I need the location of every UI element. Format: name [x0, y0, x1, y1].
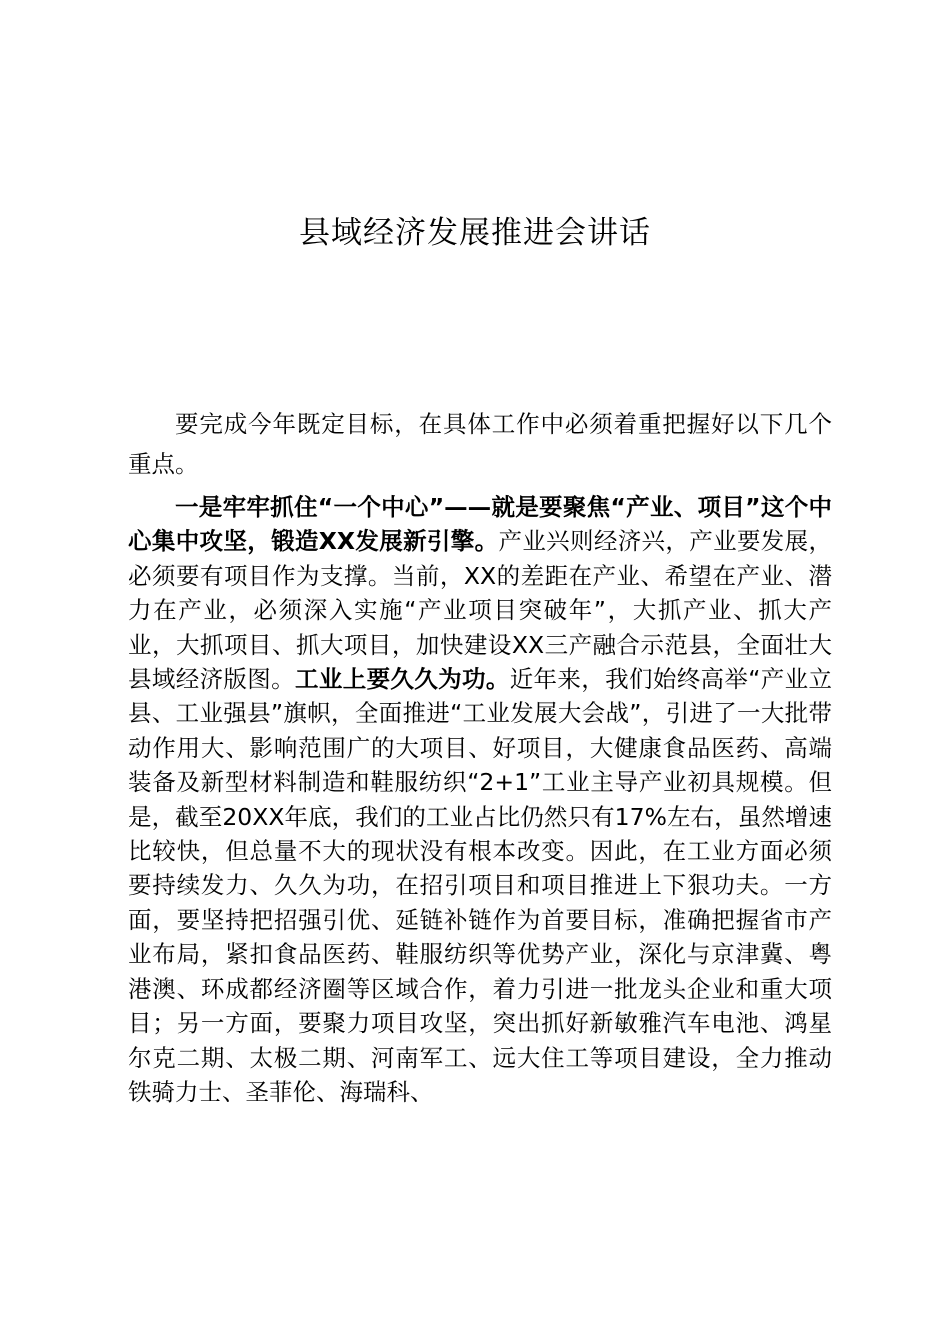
- document-body: [128, 404, 832, 1109]
- industry-subheading: 工业上要久久为功。: [295, 665, 510, 694]
- point-one-paragraph: [128, 490, 832, 1109]
- industry-text: 近年来，我们始终高举“产业立县、工业强县”旗帜，全面推进“工业发展大会战”，引进了一大批带动作用大、影响范围广的大项目、好项目，大健康食品医药、高端装备及新型材料制造和鞋服纺织“2+1”工业主导产业初具规模。但是，截至20XX年底，我们的工业占比仍然只有17%左右，虽然增速比较快，但总量不大的现状没有根本改变。因此，在工业方面必须要持续发力、久久为功，在招引项目和项目推进上下狠功夫。一方面，要坚持把招强引优、延链补链作为首要目标，准确把握省市产业布局，紧扣食品医药、鞋服纺织等优势产业，深化与京津冀、粤港澳、环成都经济圈等区域合作，着力引进一批龙头企业和重大项目；另一方面，要聚力项目攻坚，突出抓好新敏雅汽车电池、鸿星尔克二期、太极二期、河南军工、远大住工等项目建设，全力推动铁骑力士、圣菲伦、海瑞科、: [128, 665, 833, 1106]
- intro-paragraph: 要完成今年既定目标，在具体工作中必须着重把握好以下几个重点。: [128, 410, 832, 478]
- point-one-text: 产业兴则经济兴，产业要发展，必须要有项目作为支撑。当前，XX的差距在产业、希望在产业、潜力在产业，必须深入实施“产业项目突破年”，大抓产业、抓大产业，大抓项目、抓大项目，加快建设XX三产融合示范县，全面壮大县域经济版图。: [128, 527, 832, 694]
- document-title: 县域经济发展推进会讲话: [299, 215, 651, 251]
- point-one-heading: 一是牢牢抓住“一个中心”——就是要聚焦“产业、项目”这个中心集中攻坚，锻造XX发展新引擎。: [128, 493, 832, 556]
